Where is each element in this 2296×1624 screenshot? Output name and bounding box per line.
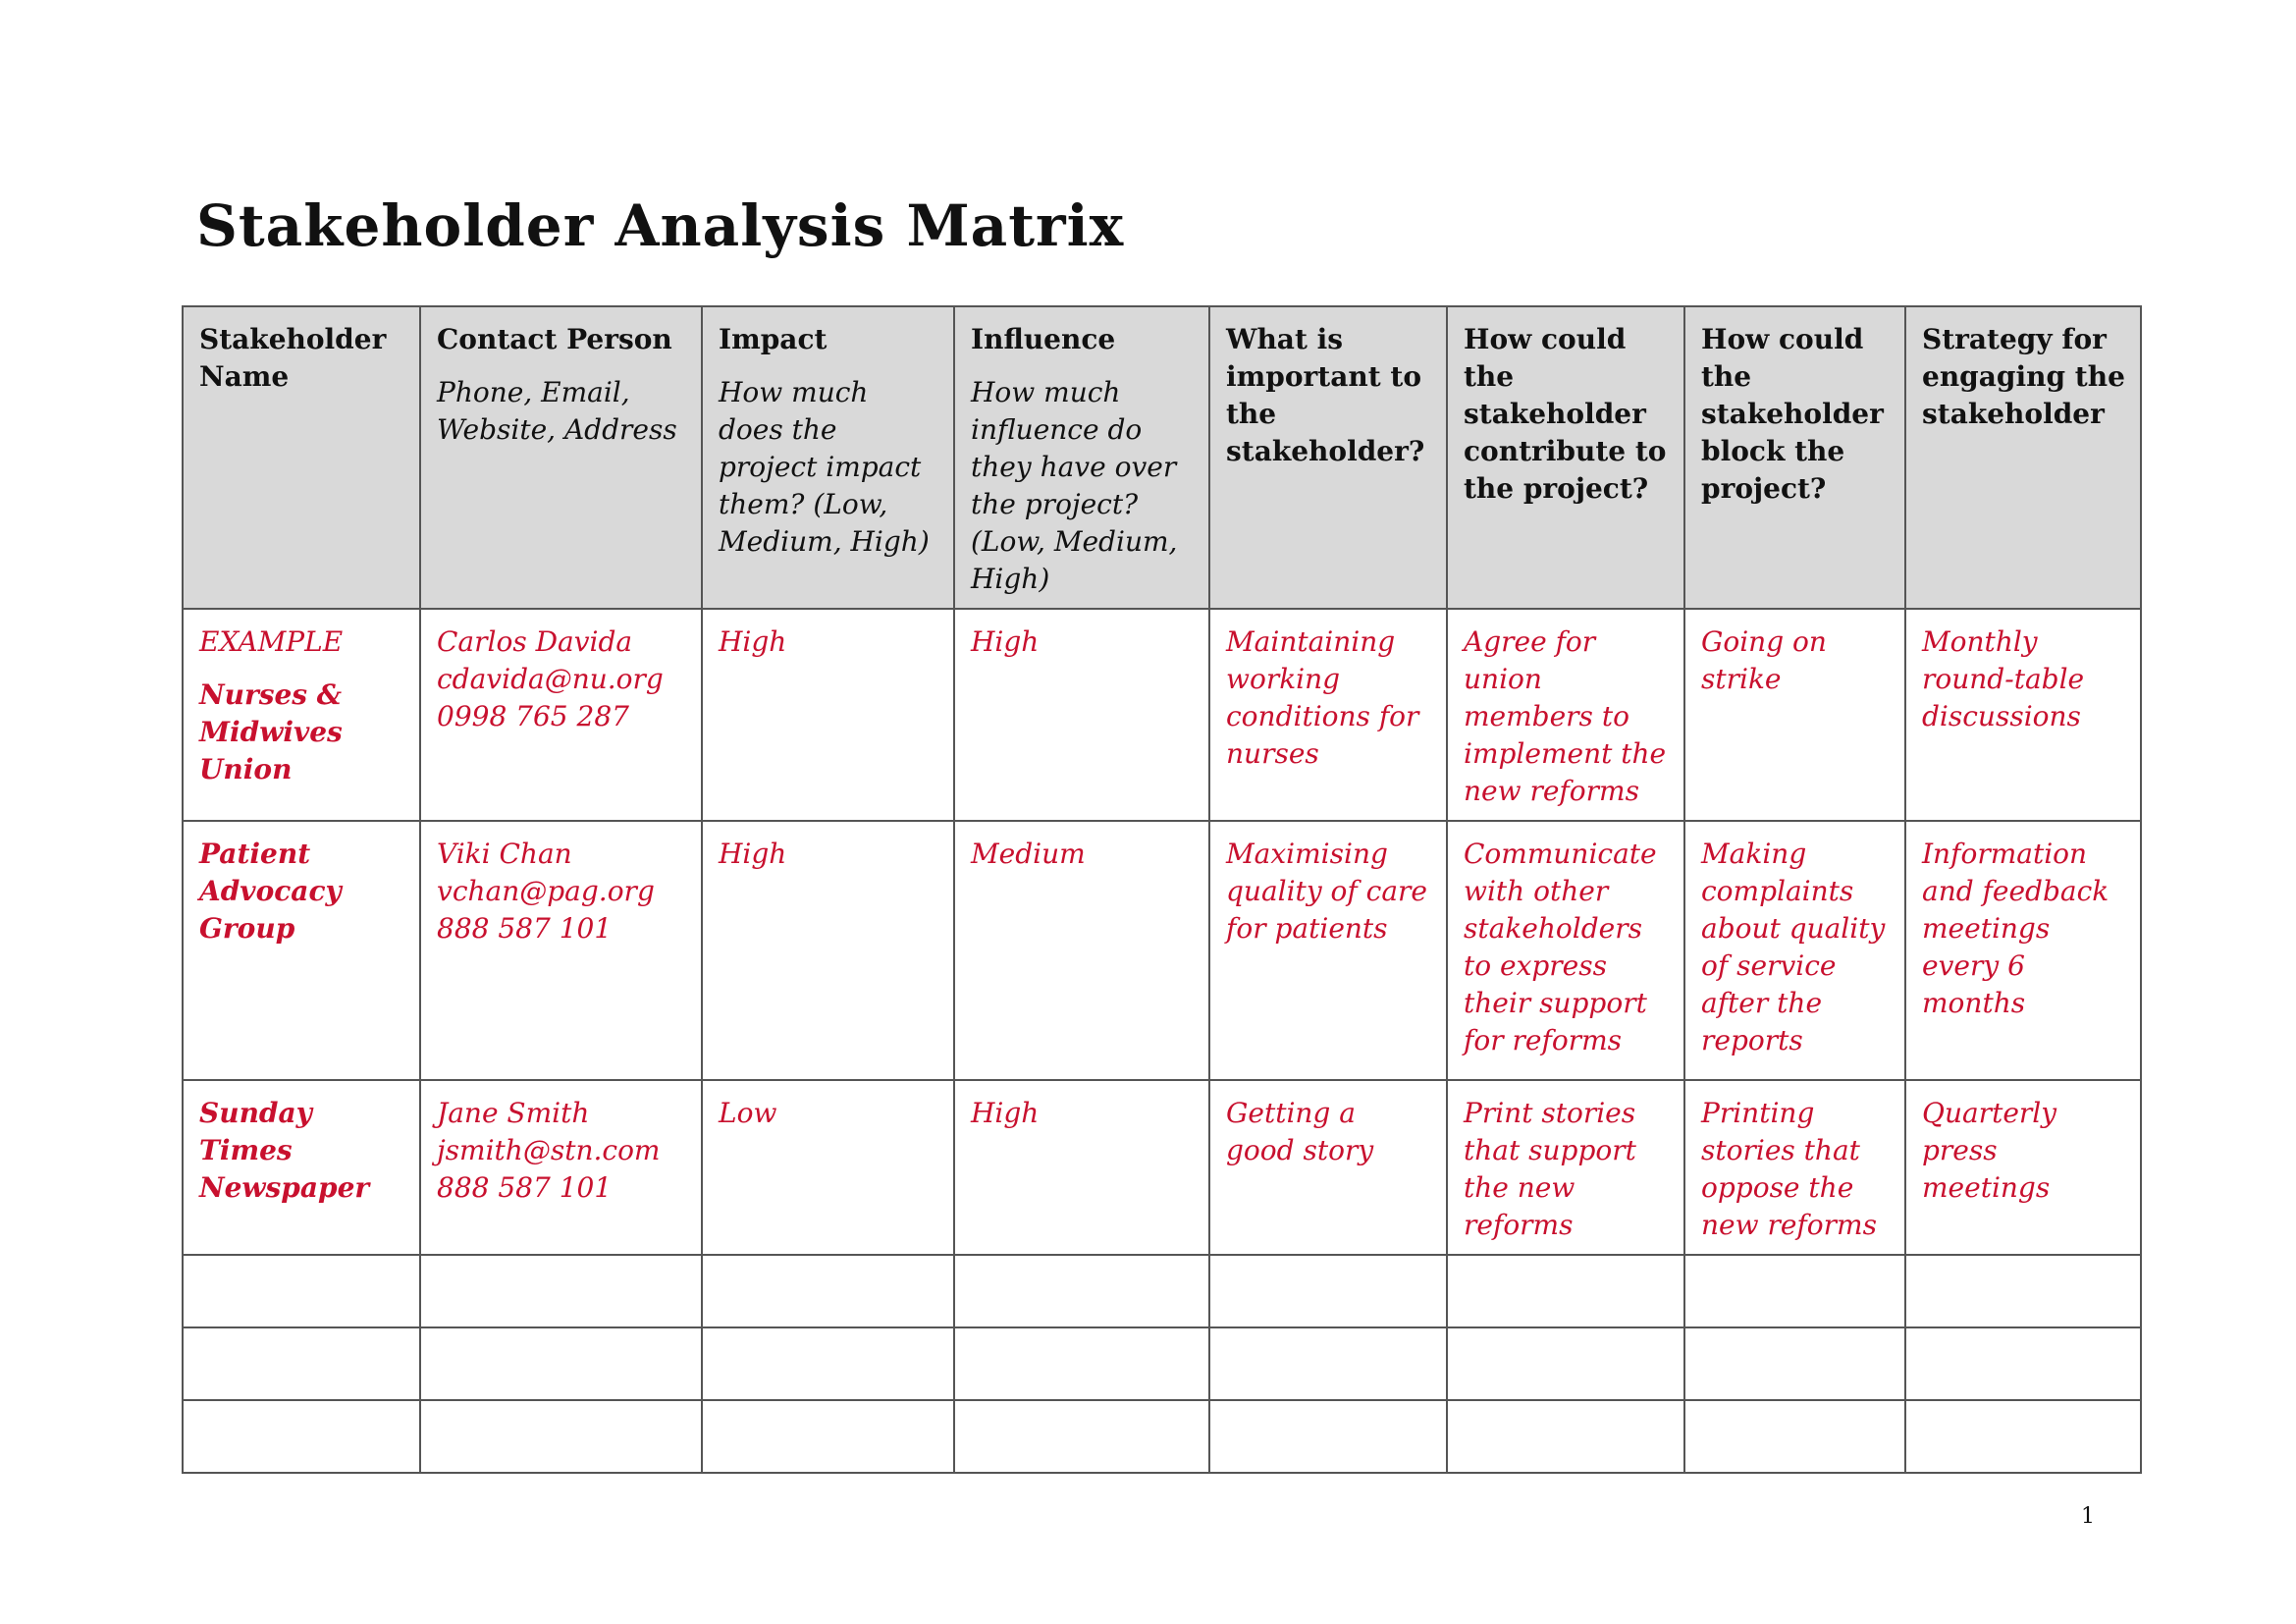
column-header-influence [954,306,1209,609]
blocking-cell: Going on strike [1684,609,1905,821]
empty-cell[interactable] [1447,1400,1684,1473]
stakeholder-name: Patient Advocacy Group [199,838,342,945]
contact-cell [420,821,702,1080]
empty-cell[interactable] [1905,1255,2141,1327]
contact-name: Viki Chan [437,838,572,870]
contact-name: Carlos Davida [437,625,633,658]
importance-cell: Maintaining working conditions for nurses [1209,609,1447,821]
column-title: Strategy for engaging the stakeholder [1922,323,2125,430]
importance-cell: Maximising quality of care for patients [1209,821,1447,1080]
column-title: What is important to the stakeholder? [1226,323,1425,467]
column-header-contribution [1447,306,1684,609]
blocking-cell: Making complaints about quality of service after the reports [1684,821,1905,1080]
column-subtitle: Phone, Email, Website, Address [437,376,677,446]
empty-cell[interactable] [1447,1327,1684,1400]
column-title: Stakeholder Name [199,323,387,393]
strategy-cell: Monthly round-table discussions [1905,609,2141,821]
strategy-cell: Information and feedback meetings every 6 months [1905,821,2141,1080]
empty-cell[interactable] [1905,1327,2141,1400]
impact-cell: High [702,821,954,1080]
contact-phone: 888 587 101 [437,1171,613,1204]
contact-phone: 888 587 101 [437,912,613,945]
contact-email: cdavida@nu.org [437,663,664,695]
table-row [183,609,2141,821]
empty-cell[interactable] [420,1255,702,1327]
empty-cell[interactable] [702,1327,954,1400]
stakeholder-name: Sunday Times Newspaper [199,1097,370,1204]
contact-name: Jane Smith [437,1097,590,1129]
influence-cell: Medium [954,821,1209,1080]
column-subtitle: How much does the project impact them? (Low, Medium, High) [719,376,930,558]
empty-cell[interactable] [702,1400,954,1473]
empty-cell[interactable] [954,1400,1209,1473]
empty-cell[interactable] [1209,1327,1447,1400]
influence-cell: High [954,1080,1209,1255]
contact-cell [420,1080,702,1255]
column-header-importance [1209,306,1447,609]
stakeholder-name: Nurses & Midwives Union [199,678,343,785]
column-title: Contact Person [437,323,672,355]
column-header-strategy [1905,306,2141,609]
empty-cell[interactable] [1447,1255,1684,1327]
stakeholder-matrix-table [182,305,2142,1474]
empty-cell[interactable] [1684,1327,1905,1400]
empty-cell[interactable] [1905,1400,2141,1473]
contribution-cell: Communicate with other stakeholders to express their support for reforms [1447,821,1684,1080]
column-header-stakeholder-name [183,306,420,609]
table-row [183,821,2141,1080]
blocking-cell: Printing stories that oppose the new reforms [1684,1080,1905,1255]
empty-table-row [183,1400,2141,1473]
importance-cell: Getting a good story [1209,1080,1447,1255]
column-title: Influence [971,323,1116,355]
empty-cell[interactable] [954,1327,1209,1400]
impact-cell: Low [702,1080,954,1255]
empty-cell[interactable] [183,1400,420,1473]
empty-cell[interactable] [420,1400,702,1473]
column-header-contact-person [420,306,702,609]
empty-table-row [183,1327,2141,1400]
column-title: Impact [719,323,828,355]
contact-phone: 0998 765 287 [437,700,629,732]
stakeholder-cell [183,821,420,1080]
column-header-blocking [1684,306,1905,609]
stakeholder-cell [183,609,420,821]
example-label: EXAMPLE [199,625,344,658]
empty-cell[interactable] [183,1327,420,1400]
column-subtitle: How much influence do they have over the project? (Low, Medium, High) [971,376,1178,595]
page-number: 1 [2081,1504,2095,1529]
empty-cell[interactable] [420,1327,702,1400]
strategy-cell: Quarterly press meetings [1905,1080,2141,1255]
contribution-cell: Print stories that support the new reforms [1447,1080,1684,1255]
empty-cell[interactable] [1684,1255,1905,1327]
column-title: How could the stakeholder contribute to the project? [1464,323,1667,505]
empty-table-row [183,1255,2141,1327]
column-title: How could the stakeholder block the project? [1701,323,1884,505]
empty-cell[interactable] [1209,1255,1447,1327]
contact-cell [420,609,702,821]
page-title: Stakeholder Analysis Matrix [196,192,1125,259]
empty-cell[interactable] [954,1255,1209,1327]
stakeholder-cell [183,1080,420,1255]
empty-cell[interactable] [1684,1400,1905,1473]
influence-cell: High [954,609,1209,821]
table-row [183,1080,2141,1255]
contribution-cell: Agree for union members to implement the new reforms [1447,609,1684,821]
impact-cell: High [702,609,954,821]
column-header-impact [702,306,954,609]
contact-email: vchan@pag.org [437,875,655,907]
header-row [183,306,2141,609]
empty-cell[interactable] [1209,1400,1447,1473]
empty-cell[interactable] [702,1255,954,1327]
empty-cell[interactable] [183,1255,420,1327]
contact-email: jsmith@stn.com [437,1134,661,1166]
